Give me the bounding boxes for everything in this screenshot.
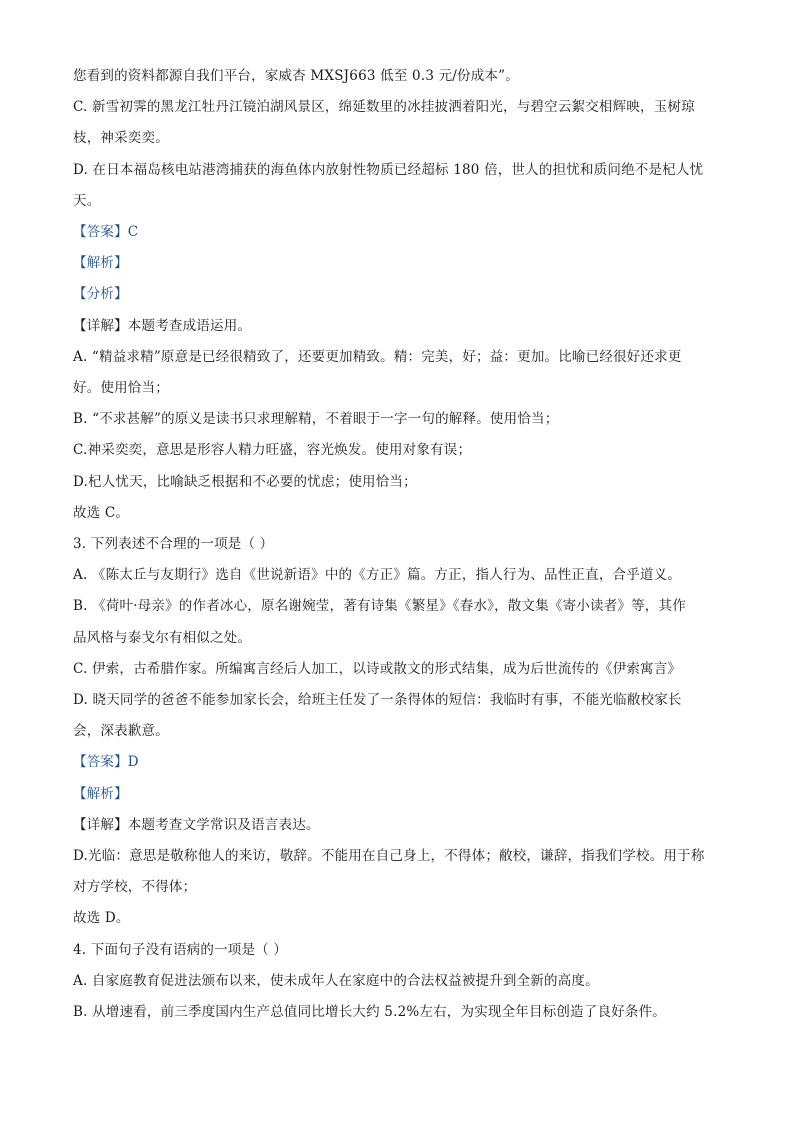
option-d: D. 晓天同学的爸爸不能参加家长会，给班主任发了一条得体的短信：我临时有事，不能光临敝校家长 [73,692,682,708]
answer-label: 【答案】D [73,754,139,770]
text-line: 故选 D。 [73,910,130,926]
text-line: 故选 C。 [73,505,130,521]
text-line: 您看到的资料都源自我们平台，家威杏 MXSJ663 低至 0.3 元/份成本”。 [73,68,519,84]
option-d: D. 在日本福岛核电站港湾捕获的海鱼体内放射性物质已经超标 180 倍，世人的担忧和质问绝不是杞人忧 [73,162,704,178]
option-a: A. 自家庭教育促进法颁布以来，使未成年人在家庭中的合法权益被提升到全新的高度。 [73,973,599,989]
text-line: B. “不求甚解”的原义是读书只求理解精，不着眼于一字一句的解释。使用恰当； [73,411,559,427]
option-c: C. 伊索，古希腊作家。所编寓言经后人加工，以诗或散文的形式结集，成为后世流传的《伊索寓言》 [73,661,682,677]
analysis-label: 【解析】 [73,255,128,271]
option-b: B. 从增速看，前三季度国内生产总值同比增长大约 5.2%左右，为实现全年目标创造了良好条件。 [73,1004,666,1020]
analysis-label: 【解析】 [73,786,128,802]
option-b: B. 《荷叶·母亲》的作者冰心，原名谢婉莹，著有诗集《繁星》《春水》，散文集《寄小读者》等，其作 [73,598,686,614]
text-line: 天。 [73,193,101,209]
fenxi-label: 【分析】 [73,286,128,302]
question-4: 4. 下面句子没有语病的一项是（ ） [73,942,288,958]
text-line: D.光临：意思是敬称他人的来访，敬辞。不能用在自己身上，不得体；敝校，谦辞，指我们学校。用于称 [73,848,705,864]
text-line: 品风格与泰戈尔有相似之处。 [73,630,252,646]
text-line: 会，深表歉意。 [73,723,169,739]
answer-label: 【答案】C [73,224,139,240]
text-line: 枝，神采奕奕。 [73,130,169,146]
option-a: A. 《陈太丘与友期行》选自《世说新语》中的《方正》篇。方正，指人行为、品性正直，合乎道义。 [73,567,682,583]
question-3: 3. 下列表述不合理的一项是（ ） [73,536,274,552]
text-line: 好。使用恰当； [73,380,169,396]
text-line: C.神采奕奕，意思是形容人精力旺盛，容光焕发。使用对象有误； [73,442,472,458]
option-c: C. 新雪初霁的黑龙江牡丹江镜泊湖风景区，绵延数里的冰挂披洒着阳光，与碧空云絮交相辉映，玉树琼 [73,99,695,115]
detail-line: 【详解】本题考查成语运用。 [73,318,252,334]
text-line: A. “精益求精”原意是已经很精致了，还要更加精致。精：完美，好；益：更加。比喻已经很好还求更 [73,349,682,365]
detail-line: 【详解】本题考查文学常识及语言表达。 [73,817,320,833]
text-line: 对方学校，不得体； [73,879,197,895]
text-line: D.杞人忧天，比喻缺乏根据和不必要的忧虑；使用恰当； [73,474,417,490]
